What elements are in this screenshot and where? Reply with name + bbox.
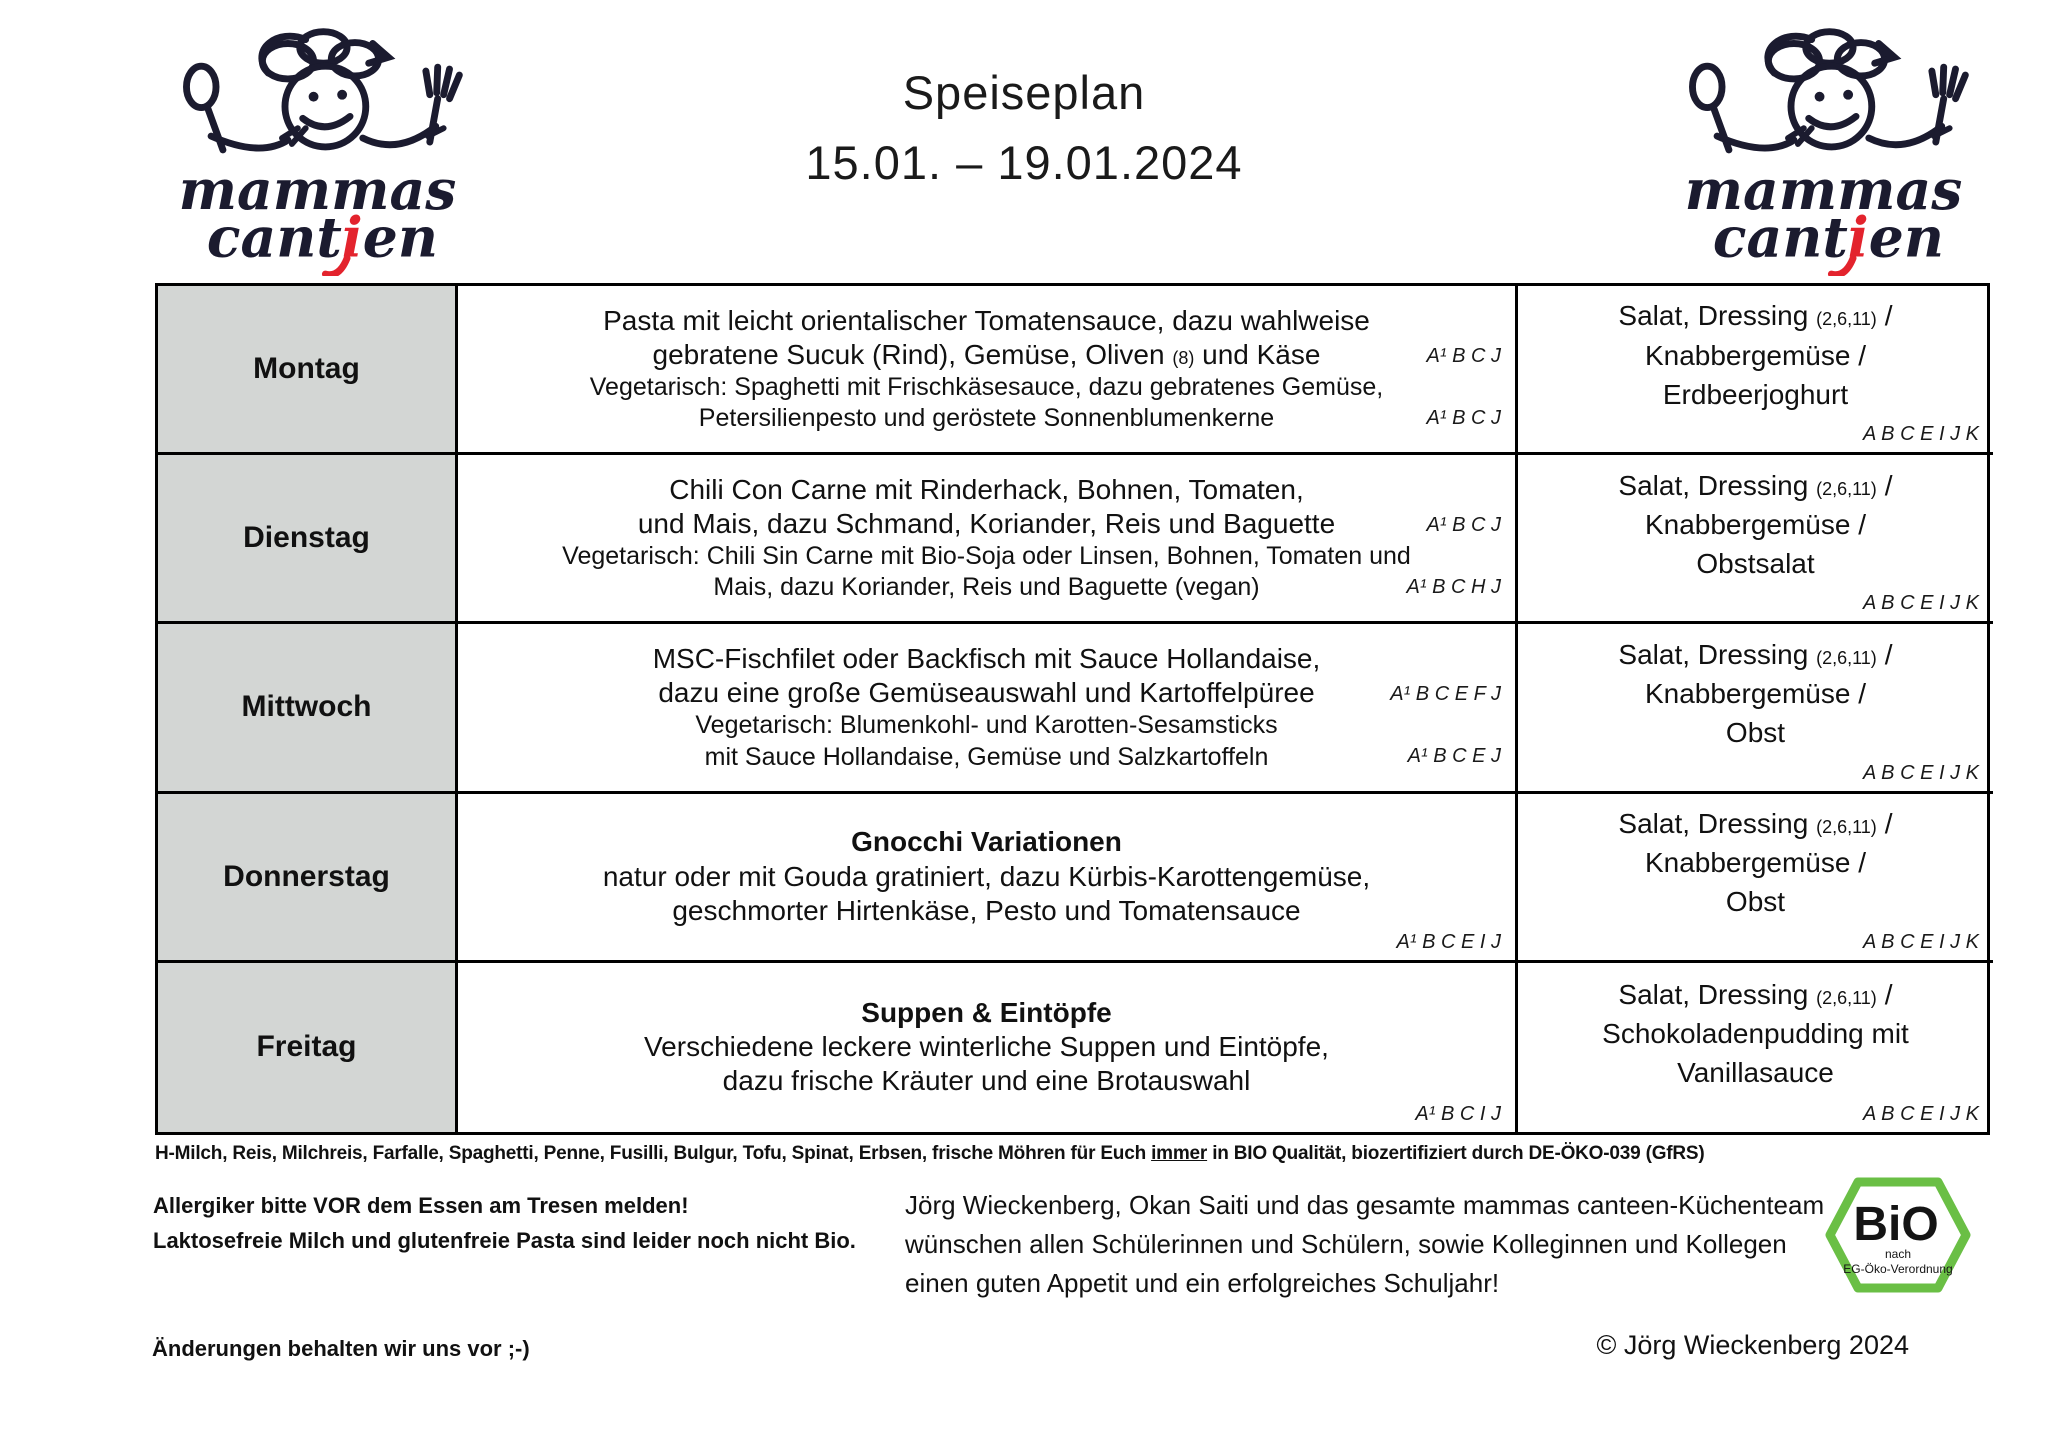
bio-seal-sub1: nach [1884, 1247, 1912, 1261]
side-line: Salat, Dressing (2,6,11) / [1618, 469, 1893, 501]
side-line: Erdbeerjoghurt [1662, 378, 1849, 410]
logo-word-mammas: mammas [1684, 158, 1963, 224]
day-label-freitag [158, 963, 458, 1132]
menu-line: Pasta mit leicht orientalischer Tomatensauce, dazu wahlweise [603, 304, 1370, 336]
menu-line: dazu frische Kräuter und eine Brotauswahl [722, 1065, 1251, 1097]
team-message-line3: einen guten Appetit und ein erfolgreiches Schuljahr! [905, 1268, 1500, 1298]
menu-side-donnerstag [1518, 794, 1993, 963]
copyright: © Jörg Wieckenberg 2024 [1596, 1330, 1909, 1360]
team-message-line2: wünschen allen Schülerinnen und Schülern, sowie Kolleginnen und Kollegen [905, 1229, 1787, 1259]
changes-note: Änderungen behalten wir uns vor ;-) [152, 1336, 530, 1361]
day-text: Donnerstag [223, 859, 390, 893]
team-message [905, 1186, 1824, 1303]
allergy-note [153, 1188, 856, 1258]
menu-main-donnerstag [458, 794, 1518, 963]
side-line: Obst [1725, 717, 1786, 749]
menu-table [155, 283, 1990, 1135]
allergy-note-line1: Allergiker bitte VOR dem Essen am Tresen melden! [153, 1193, 689, 1218]
allergen-codes: A¹ B C I J [1415, 1102, 1501, 1125]
side-line: Obstsalat [1696, 547, 1815, 579]
allergen-codes: A¹ B C E F J [1390, 683, 1501, 705]
day-label-dienstag [158, 455, 458, 624]
menu-line: gebratene Sucuk (Rind), Gemüse, Oliven (8) und Käse A¹ B C J [652, 338, 1501, 370]
day-label-mittwoch [158, 624, 458, 793]
bio-seal-sub2: EG-Öko-Verordnung [1843, 1262, 1953, 1276]
logo-word-mammas: mammas [178, 158, 457, 224]
side-line: Salat, Dressing (2,6,11) / [1618, 300, 1893, 332]
allergen-codes: A B C E I J K [1863, 930, 1979, 953]
side-line: Vanillasauce [1677, 1056, 1834, 1088]
allergen-codes: A¹ B C H J [1406, 575, 1501, 598]
menu-main-montag [458, 286, 1518, 455]
menu-line: Chili Con Carne mit Rinderhack, Bohnen, Tomaten, [669, 473, 1304, 505]
bio-seal [1822, 1176, 1972, 1298]
menu-main-mittwoch [458, 624, 1518, 793]
stick-figure-child-icon [1656, 10, 1991, 276]
allergen-codes: A¹ B C E J [1407, 744, 1501, 767]
day-text: Freitag [256, 1030, 357, 1064]
menu-main-freitag [458, 963, 1518, 1132]
side-line: Obst [1725, 886, 1786, 918]
menu-line-vegetarian: Mais, dazu Koriander, Reis und Baguette (vegan) A¹ B C H J [713, 573, 1501, 602]
allergen-codes: A B C E I J K [1863, 761, 1979, 784]
menu-line-vegetarian: Petersilienpesto und geröstete Sonnenblumenkerne A¹ B C J [698, 404, 1501, 433]
menu-line: dazu eine große Gemüseauswahl und Kartoffelpüree A¹ B C E F J [658, 677, 1501, 709]
menu-side-mittwoch [1518, 624, 1993, 793]
allergen-codes: A¹ B C J [1426, 406, 1501, 429]
menu-title-line: Suppen & Eintöpfe [861, 997, 1112, 1029]
day-label-donnerstag [158, 794, 458, 963]
allergen-codes: A B C E I J K [1863, 1102, 1979, 1125]
day-text: Montag [253, 352, 360, 386]
side-line: Salat, Dressing (2,6,11) / [1618, 638, 1893, 670]
side-line: Salat, Dressing (2,6,11) / [1618, 807, 1893, 839]
underlined-immer: immer [1151, 1143, 1208, 1164]
team-message-line1: Jörg Wieckenberg, Okan Saiti und das gesamte mammas canteen-Küchenteam [905, 1190, 1825, 1220]
bio-footnote: H-Milch, Reis, Milchreis, Farfalle, Spaghetti, Penne, Fusilli, Bulgur, Tofu, Spinat, Erbsen, frische Möhren für Euch immer in BIO Qualität, biozertifiziert durch DE-ÖKO-039 (GfRS) [155, 1143, 1705, 1164]
menu-line: natur oder mit Gouda gratiniert, dazu Kürbis-Karottengemüse, [602, 860, 1371, 892]
side-line: Knabbergemüse / [1644, 508, 1867, 540]
menu-side-montag [1518, 286, 1993, 455]
allergen-codes: A¹ B C E I J [1396, 930, 1501, 953]
menu-line: und Mais, dazu Schmand, Koriander, Reis und Baguette A¹ B C J [637, 508, 1501, 540]
allergen-codes: A B C E I J K [1863, 423, 1979, 446]
menu-line: Verschiedene leckere winterliche Suppen und Eintöpfe, [644, 1031, 1329, 1063]
mammas-canteen-logo-right [1656, 10, 1991, 276]
menu-line: geschmorter Hirtenkäse, Pesto und Tomatensauce [672, 894, 1301, 926]
side-line: Knabbergemüse / [1644, 339, 1867, 371]
date-range: 15.01. – 19.01.2024 [805, 136, 1243, 189]
bio-hexagon-icon [1822, 1176, 1972, 1294]
side-line: Schokoladenpudding mit [1602, 1017, 1909, 1049]
menu-main-dienstag [458, 455, 1518, 624]
menu-title-line: Gnocchi Variationen [851, 826, 1122, 858]
menu-line-vegetarian: Vegetarisch: Blumenkohl- und Karotten-Sesamsticks [695, 711, 1278, 740]
side-line: Knabbergemüse / [1644, 847, 1867, 879]
day-text: Mittwoch [241, 690, 372, 724]
menu-line-vegetarian: Vegetarisch: Spaghetti mit Frischkäsesauce, dazu gebratenes Gemüse, [589, 373, 1384, 401]
side-line: Salat, Dressing (2,6,11) / [1618, 978, 1893, 1010]
allergen-codes: A¹ B C J [1426, 344, 1501, 367]
bio-seal-label: BiO [1853, 1198, 1939, 1251]
day-text: Dienstag [243, 521, 370, 555]
allergy-note-line2: Laktosefreie Milch und glutenfreie Pasta sind leider noch nicht Bio. [153, 1228, 856, 1253]
logo-word-cantien: cantien [206, 205, 438, 271]
menu-line: MSC-Fischfilet oder Backfisch mit Sauce Hollandaise, [652, 643, 1321, 675]
day-label-montag [158, 286, 458, 455]
logo-word-cantien: cantien [1712, 205, 1944, 271]
page-title: Speiseplan [902, 66, 1146, 119]
menu-line-vegetarian: mit Sauce Hollandaise, Gemüse und Salzkartoffeln A¹ B C E J [704, 742, 1501, 771]
menu-line-vegetarian: Vegetarisch: Chili Sin Carne mit Bio-Soja oder Linsen, Bohnen, Tomaten und [562, 542, 1411, 571]
side-line: Knabbergemüse / [1644, 677, 1867, 709]
menu-side-dienstag [1518, 455, 1993, 624]
menu-side-freitag [1518, 963, 1993, 1132]
allergen-codes: A B C E I J K [1863, 592, 1979, 615]
allergen-codes: A¹ B C J [1426, 513, 1501, 536]
